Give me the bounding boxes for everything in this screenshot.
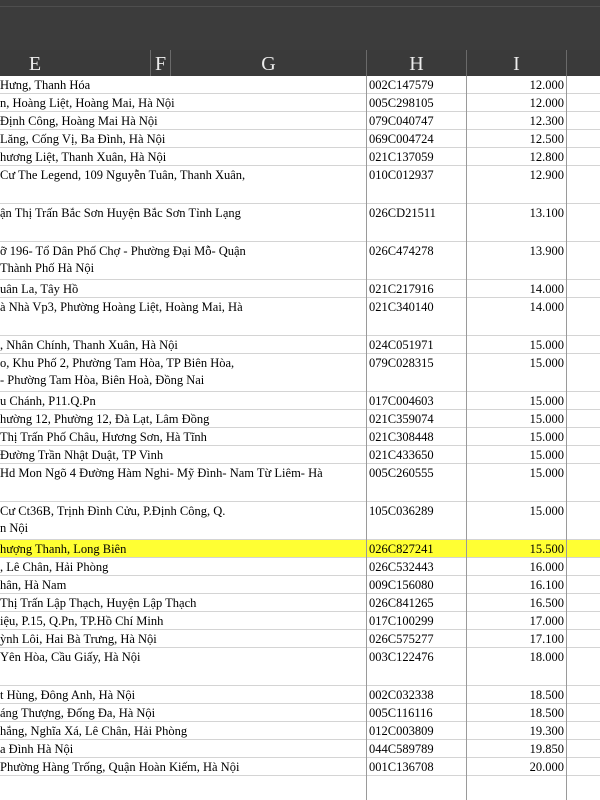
address-cell[interactable] — [0, 446, 366, 463]
address-line: n, Hoàng Liệt, Hoàng Mai, Hà Nội — [0, 96, 175, 110]
address-line: hượng Thanh, Long Biên — [0, 542, 127, 556]
code-cell[interactable]: 012C003809 — [369, 724, 434, 738]
empty-cell[interactable] — [566, 76, 600, 93]
table-row[interactable] — [0, 740, 600, 758]
address-cell[interactable] — [0, 612, 366, 629]
address-cell[interactable] — [0, 428, 366, 445]
table-row[interactable] — [0, 166, 600, 204]
empty-cell[interactable] — [566, 558, 600, 575]
address-line: Thành Phố Hà Nội — [0, 261, 95, 275]
amount-cell[interactable]: 19.850 — [529, 742, 564, 756]
address-line: u Chánh, P11.Q.Pn — [0, 394, 96, 408]
address-line: uân La, Tây Hồ — [0, 282, 79, 296]
amount-cell[interactable]: 12.900 — [529, 168, 564, 182]
column-header-row — [0, 50, 600, 77]
amount-cell[interactable]: 15.000 — [529, 504, 564, 518]
table-row[interactable] — [0, 648, 600, 686]
address-line: ỡ 196- Tổ Dân Phố Chợ - Phường Đại Mỗ- Quận — [0, 244, 246, 258]
address-line: ỳnh Lôi, Hai Bà Trưng, Hà Nội — [0, 632, 157, 646]
amount-cell[interactable]: 20.000 — [529, 760, 564, 774]
address-cell[interactable] — [0, 242, 366, 279]
address-cell[interactable] — [0, 540, 366, 557]
address-cell[interactable] — [0, 148, 366, 165]
code-cell[interactable]: 010C012937 — [369, 168, 434, 182]
table-row[interactable] — [0, 722, 600, 740]
code-cell[interactable]: 026CD21511 — [369, 206, 436, 220]
code-cell[interactable]: 026C474278 — [369, 244, 434, 258]
address-cell[interactable] — [0, 558, 366, 575]
amount-cell[interactable]: 15.000 — [529, 356, 564, 370]
address-cell[interactable] — [0, 576, 366, 593]
address-cell[interactable] — [0, 298, 366, 335]
column-header-g[interactable]: G — [261, 53, 276, 75]
address-cell[interactable] — [0, 704, 366, 721]
amount-cell[interactable]: 13.900 — [529, 244, 564, 258]
empty-cell[interactable] — [566, 94, 600, 111]
address-line: Cư The Legend, 109 Nguyễn Tuân, Thanh Xuân, — [0, 168, 246, 182]
table-row[interactable] — [0, 298, 600, 336]
empty-cell[interactable] — [566, 630, 600, 647]
address-cell[interactable] — [0, 722, 366, 739]
amount-cell[interactable]: 17.000 — [529, 614, 564, 628]
table-row[interactable] — [0, 558, 600, 576]
code-cell[interactable]: 105C036289 — [369, 504, 434, 518]
table-row[interactable] — [0, 576, 600, 594]
amount-cell[interactable]: 17.100 — [529, 632, 564, 646]
column-header-i[interactable]: I — [513, 53, 520, 75]
amount-cell[interactable]: 12.000 — [529, 78, 564, 92]
table-row[interactable] — [0, 354, 600, 392]
amount-cell[interactable]: 14.000 — [529, 300, 564, 314]
code-cell[interactable]: 021C433650 — [369, 448, 434, 462]
column-header-f[interactable]: F — [154, 53, 167, 75]
address-line: hường 12, Phường 12, Đà Lạt, Lâm Đồng — [0, 412, 210, 426]
address-cell[interactable] — [0, 758, 366, 775]
empty-cell[interactable] — [566, 648, 600, 685]
amount-cell[interactable]: 14.000 — [529, 282, 564, 296]
address-cell[interactable] — [0, 354, 366, 391]
empty-cell[interactable] — [566, 686, 600, 703]
table-row[interactable] — [0, 428, 600, 446]
amount-cell[interactable]: 13.100 — [529, 206, 564, 220]
grid-line — [566, 76, 567, 800]
table-row[interactable] — [0, 464, 600, 502]
amount-cell[interactable]: 15.000 — [529, 338, 564, 352]
amount-cell[interactable]: 18.000 — [529, 650, 564, 664]
address-line: Yên Hòa, Cầu Giấy, Hà Nội — [0, 650, 141, 664]
amount-cell[interactable]: 15.000 — [529, 394, 564, 408]
empty-cell[interactable] — [566, 354, 600, 391]
code-cell[interactable]: 003C122476 — [369, 650, 434, 664]
address-cell[interactable] — [0, 410, 366, 427]
address-cell[interactable] — [0, 464, 366, 501]
code-cell[interactable]: 026C841265 — [369, 596, 434, 610]
amount-cell[interactable]: 19.300 — [529, 724, 564, 738]
amount-cell[interactable]: 16.100 — [529, 578, 564, 592]
address-cell[interactable] — [0, 130, 366, 147]
address-line: a Đình Hà Nội — [0, 742, 74, 756]
empty-cell[interactable] — [566, 392, 600, 409]
address-line: Đường Trần Nhật Duật, TP Vinh — [0, 448, 164, 462]
code-cell[interactable]: 044C589789 — [369, 742, 434, 756]
table-row[interactable] — [0, 94, 600, 112]
code-cell[interactable]: 026C827241 — [369, 542, 434, 556]
address-line: à Nhà Vp3, Phường Hoàng Liệt, Hoàng Mai, Hà — [0, 300, 243, 314]
table-row[interactable] — [0, 410, 600, 428]
empty-cell[interactable] — [566, 540, 600, 557]
empty-cell[interactable] — [566, 612, 600, 629]
address-line: , Lê Chân, Hải Phòng — [0, 560, 109, 574]
table-row[interactable] — [0, 204, 600, 242]
empty-cell[interactable] — [566, 722, 600, 739]
table-row[interactable] — [0, 130, 600, 148]
empty-cell[interactable] — [566, 336, 600, 353]
code-cell[interactable]: 005C116116 — [369, 706, 433, 720]
code-cell[interactable]: 021C308448 — [369, 430, 434, 444]
address-line: iệu, P.15, Q.Pn, TP.Hồ Chí Minh — [0, 614, 164, 628]
table-row[interactable] — [0, 336, 600, 354]
amount-cell[interactable]: 12.000 — [529, 96, 564, 110]
address-line: Thị Trấn Phố Châu, Hương Sơn, Hà Tĩnh — [0, 430, 207, 444]
empty-cell[interactable] — [566, 758, 600, 775]
address-line: Cư Ct36B, Trịnh Đình Cửu, P.Định Công, Q. — [0, 504, 226, 518]
table-row[interactable] — [0, 280, 600, 298]
empty-cell[interactable] — [566, 298, 600, 335]
address-line: hương Liệt, Thanh Xuân, Hà Nội — [0, 150, 167, 164]
amount-cell[interactable]: 12.800 — [529, 150, 564, 164]
address-line: Định Công, Hoàng Mai Hà Nội — [0, 114, 158, 128]
empty-cell[interactable] — [566, 410, 600, 427]
grid-line — [466, 76, 467, 800]
amount-cell[interactable]: 12.500 — [529, 132, 564, 146]
empty-cell[interactable] — [566, 740, 600, 757]
empty-cell[interactable] — [566, 576, 600, 593]
amount-cell[interactable]: 12.300 — [529, 114, 564, 128]
address-cell[interactable] — [0, 204, 366, 241]
address-line: - Phường Tam Hòa, Biên Hoà, Đồng Nai — [0, 373, 205, 387]
column-header-e[interactable]: E — [28, 53, 42, 75]
address-line: , Nhân Chính, Thanh Xuân, Hà Nội — [0, 338, 178, 352]
empty-cell[interactable] — [566, 280, 600, 297]
table-row[interactable] — [0, 594, 600, 612]
address-cell[interactable] — [0, 112, 366, 129]
address-line: t Hùng, Đông Anh, Hà Nội — [0, 688, 136, 702]
amount-cell[interactable]: 16.500 — [529, 596, 564, 610]
address-line: Phường Hàng Trống, Quận Hoàn Kiếm, Hà Nội — [0, 760, 240, 774]
empty-cell[interactable] — [566, 428, 600, 445]
code-cell[interactable]: 017C004603 — [369, 394, 434, 408]
address-cell[interactable] — [0, 594, 366, 611]
table-row[interactable] — [0, 242, 600, 280]
address-cell[interactable] — [0, 336, 366, 353]
table-row[interactable] — [0, 686, 600, 704]
table-row[interactable] — [0, 112, 600, 130]
table-row[interactable] — [0, 704, 600, 722]
amount-cell[interactable]: 18.500 — [529, 706, 564, 720]
amount-cell[interactable]: 15.500 — [529, 542, 564, 556]
empty-cell[interactable] — [566, 464, 600, 501]
table-row[interactable] — [0, 392, 600, 410]
address-line: áng Thượng, Đống Đa, Hà Nội — [0, 706, 156, 720]
address-line: ận Thị Trấn Bắc Sơn Huyện Bắc Sơn Tỉnh Lạng — [0, 206, 241, 220]
table-row[interactable] — [0, 612, 600, 630]
table-row[interactable] — [0, 758, 600, 776]
amount-cell[interactable]: 15.000 — [529, 448, 564, 462]
empty-cell[interactable] — [566, 502, 600, 539]
column-header-h[interactable]: H — [409, 53, 424, 75]
formula-bar-area — [0, 0, 600, 50]
address-cell[interactable] — [0, 76, 366, 93]
code-cell[interactable]: 024C051971 — [369, 338, 434, 352]
code-cell[interactable]: 002C032338 — [369, 688, 434, 702]
code-cell[interactable]: 002C147579 — [369, 78, 434, 92]
code-cell[interactable]: 026C532443 — [369, 560, 434, 574]
address-cell[interactable] — [0, 502, 366, 539]
address-cell[interactable] — [0, 630, 366, 647]
address-line: n Nội — [0, 521, 29, 535]
address-cell[interactable] — [0, 392, 366, 409]
code-cell[interactable]: 069C004724 — [369, 132, 434, 146]
code-cell[interactable]: 001C136708 — [369, 760, 434, 774]
column-divider[interactable] — [566, 50, 567, 76]
table-row[interactable] — [0, 148, 600, 166]
table-row[interactable] — [0, 446, 600, 464]
grid-line — [366, 76, 367, 800]
address-line: Thị Trấn Lập Thạch, Huyện Lập Thạch — [0, 596, 197, 610]
code-cell[interactable]: 009C156080 — [369, 578, 434, 592]
empty-cell[interactable] — [566, 204, 600, 241]
empty-cell[interactable] — [566, 594, 600, 611]
address-line: hắng, Nghĩa Xá, Lê Chân, Hải Phòng — [0, 724, 188, 738]
empty-cell[interactable] — [566, 446, 600, 463]
table-row[interactable] — [0, 630, 600, 648]
address-cell[interactable] — [0, 166, 366, 203]
code-cell[interactable]: 005C298105 — [369, 96, 434, 110]
table-row[interactable] — [0, 76, 600, 94]
address-line: hân, Hà Nam — [0, 578, 67, 592]
address-line: Hưng, Thanh Hóa — [0, 78, 91, 92]
address-line: Hd Mon Ngõ 4 Đường Hàm Nghi- Mỹ Đình- Nam Từ Liêm- Hà — [0, 466, 323, 480]
code-cell[interactable]: 026C575277 — [369, 632, 434, 646]
empty-cell[interactable] — [566, 242, 600, 279]
amount-cell[interactable]: 15.000 — [529, 430, 564, 444]
code-cell[interactable]: 021C340140 — [369, 300, 434, 314]
empty-cell[interactable] — [566, 166, 600, 203]
address-cell[interactable] — [0, 740, 366, 757]
amount-cell[interactable]: 18.500 — [529, 688, 564, 702]
address-line: Lăng, Cống Vị, Ba Đình, Hà Nội — [0, 132, 166, 146]
address-cell[interactable] — [0, 686, 366, 703]
code-cell[interactable]: 021C137059 — [369, 150, 434, 164]
code-cell[interactable]: 079C028315 — [369, 356, 434, 370]
code-cell[interactable]: 021C217916 — [369, 282, 434, 296]
code-cell[interactable]: 021C359074 — [369, 412, 434, 426]
empty-cell[interactable] — [566, 148, 600, 165]
empty-cell[interactable] — [566, 112, 600, 129]
address-cell[interactable] — [0, 280, 366, 297]
empty-cell[interactable] — [566, 704, 600, 721]
amount-cell[interactable]: 16.000 — [529, 560, 564, 574]
address-cell[interactable] — [0, 94, 366, 111]
address-line: o, Khu Phố 2, Phường Tam Hòa, TP Biên Hòa, — [0, 356, 235, 370]
empty-cell[interactable] — [566, 130, 600, 147]
code-cell[interactable]: 079C040747 — [369, 114, 434, 128]
code-cell[interactable]: 005C260555 — [369, 466, 434, 480]
amount-cell[interactable]: 15.000 — [529, 466, 564, 480]
table-row[interactable] — [0, 540, 600, 558]
code-cell[interactable]: 017C100299 — [369, 614, 434, 628]
toolbar-divider — [0, 6, 600, 7]
amount-cell[interactable]: 15.000 — [529, 412, 564, 426]
table-row[interactable] — [0, 502, 600, 540]
address-cell[interactable] — [0, 648, 366, 685]
